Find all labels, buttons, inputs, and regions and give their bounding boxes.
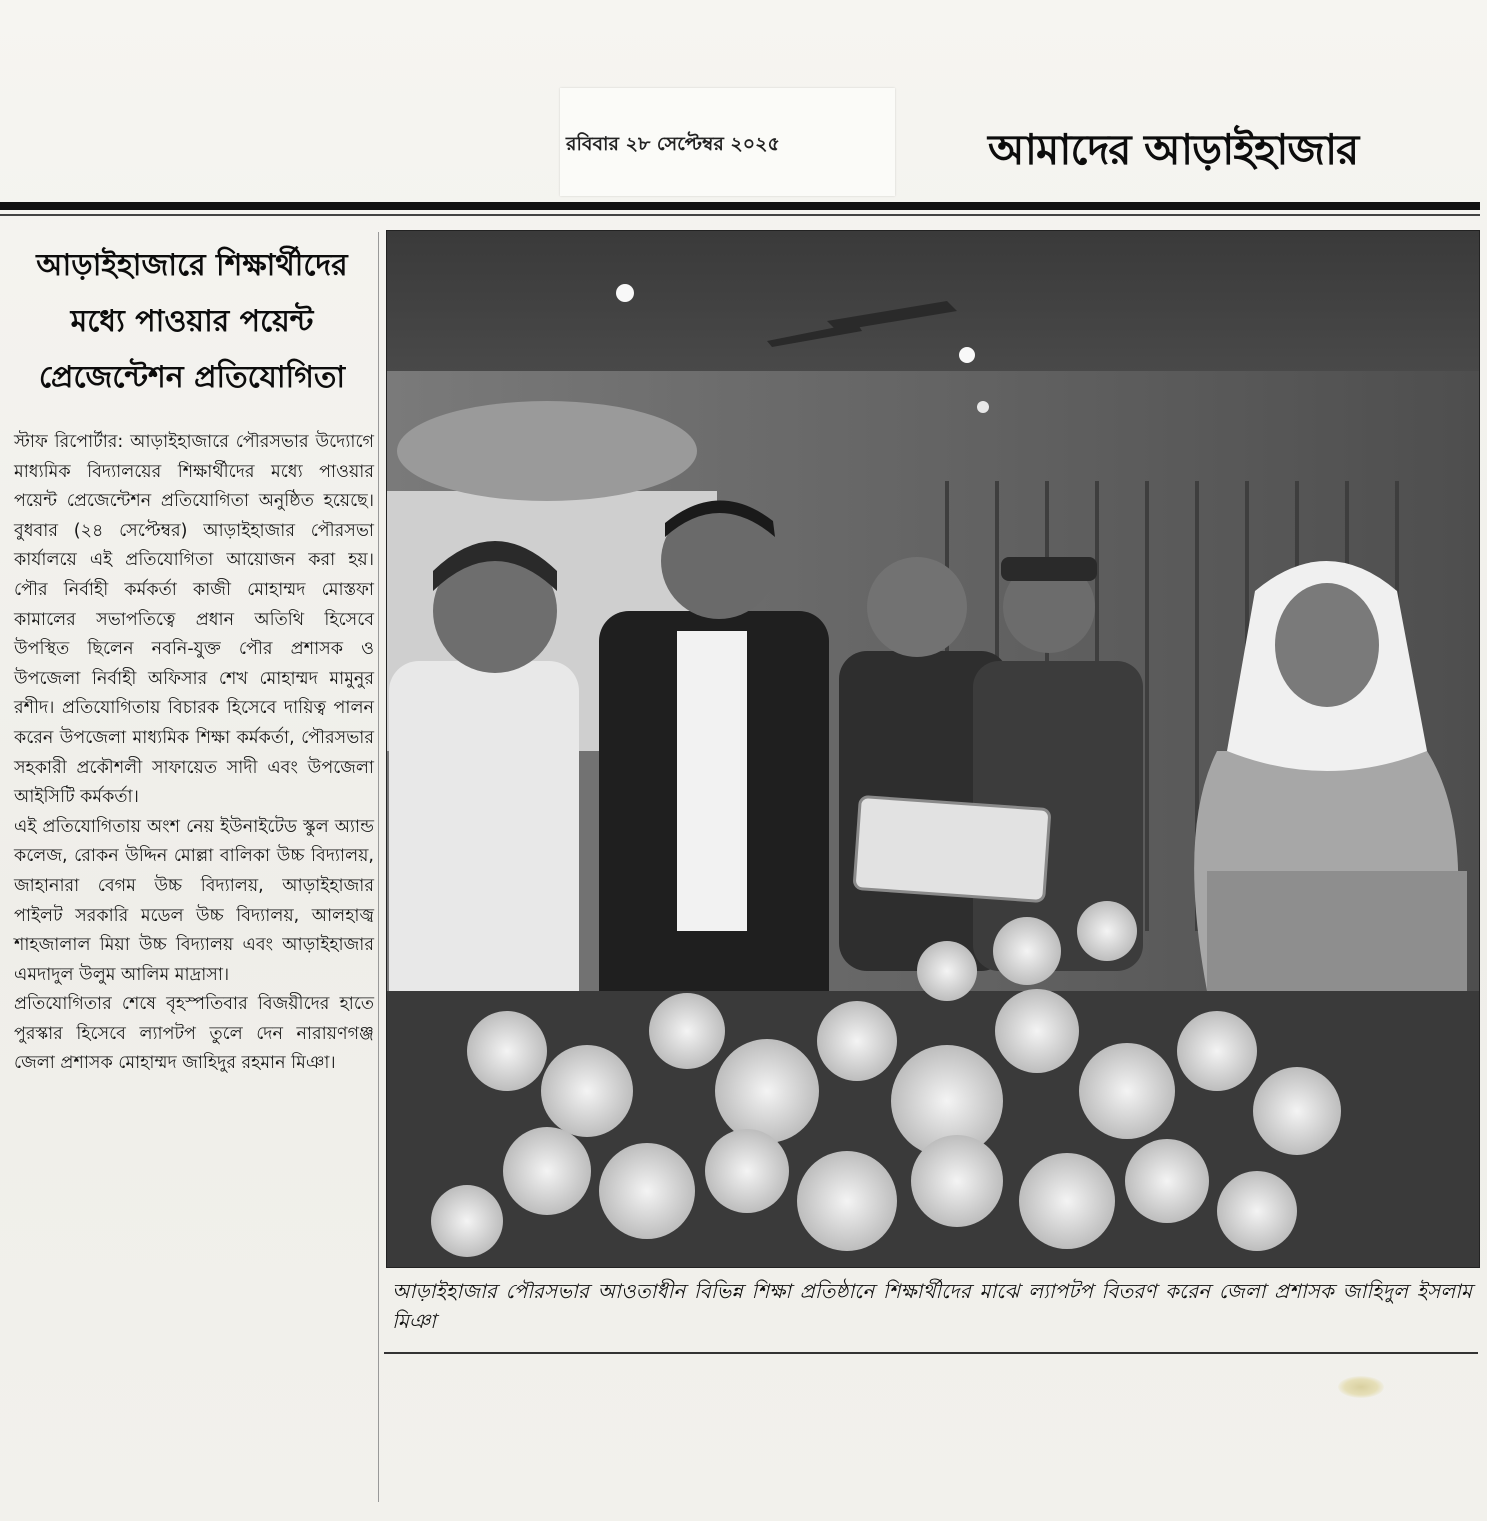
article-paragraph-2: এই প্রতিযোগিতায় অংশ নেয় ইউনাইটেড স্কুল অ্যান্ড কলেজ, রোকন উদ্দিন মোল্লা বালিকা উচ্চ বিদ্যালয়, জাহানারা বেগম উচ্চ বিদ্যালয়, আড়াইহাজার পাইলট সরকারি মডেল উচ্চ বিদ্যালয়, আলহাজ্ব শাহজালাল মিয়া উচ্চ বিদ্যালয় এবং আড়াইহাজার এমদাদুল উলুম আলিম মাদ্রাসা।	[14, 816, 374, 985]
caption-rule	[384, 1352, 1478, 1354]
issue-date: রবিবার ২৮ সেপ্টেম্বর ২০২৫	[566, 133, 780, 155]
photo-caption: আড়াইহাজার পৌরসভার আওতাধীন বিভিন্ন শিক্ষা প্রতিষ্ঠানে শিক্ষার্থীদের মাঝে ল্যাপটপ বিতরণ করেন জেলা প্রশাসক জাহিদুল ইসলাম মিঞা	[392, 1279, 1472, 1333]
article-headline	[8, 238, 376, 406]
article-paragraph-1: স্টাফ রিপোর্টার: আড়াইহাজারে পৌরসভার উদ্যোগে মাধ্যমিক বিদ্যালয়ের শিক্ষার্থীদের মধ্যে পাওয়ার পয়েন্ট প্রেজেন্টেশন প্রতিযোগিতা অনুষ্ঠিত হয়েছে। বুধবার (২৪ সেপ্টেম্বর) আড়াইহাজার পৌরসভা কার্যালয়ে এই প্রতিযোগিতা আয়োজন করা হয়। পৌর নির্বাহী কর্মকর্তা কাজী মোহাম্মদ মোস্তফা কামালের সভাপতিত্বে প্রধান অতিথি হিসেবে উপস্থিত ছিলেন নবনি-যুক্ত পৌর প্রশাসক ও উপজেলা নির্বাহী অফিসার শেখ মোহাম্মদ মামুনুর রশীদ। প্রতিযোগিতায় বিচারক হিসেবে দায়িত্ব পালন করেন উপজেলা মাধ্যমিক শিক্ষা কর্মকর্তা, পৌরসভার সহকারী প্রকৌশলী সাফায়েত সাদী এবং উপজেলা আইসিটি কর্মকর্তা।	[14, 432, 374, 808]
article-paragraph-3: প্রতিযোগিতার শেষে বৃহস্পতিবার বিজয়ীদের হাতে পুরস্কার হিসেবে ল্যাপটপ তুলে দেন নারায়ণগঞ্জ জেলা প্রশাসক মোহাম্মদ জাহিদুর রহমান মিঞা।	[14, 994, 374, 1074]
headline-line-3: প্রেজেন্টেশন প্রতিযোগিতা	[38, 360, 346, 395]
masthead-rule-thin	[0, 214, 1480, 216]
article-body	[14, 428, 374, 1079]
headline-line-2: মধ্যে পাওয়ার পয়েন্ট	[70, 304, 314, 339]
column-divider	[378, 232, 379, 1502]
paper-stain	[1338, 1376, 1384, 1398]
news-photo	[386, 230, 1480, 1268]
headline-line-1: আড়াইহাজারে শিক্ষার্থীদের	[36, 248, 348, 283]
photo-illustration	[387, 231, 1479, 1267]
masthead-rule-thick	[0, 202, 1480, 210]
section-masthead: আমাদের আড়াইহাজার	[988, 125, 1359, 174]
